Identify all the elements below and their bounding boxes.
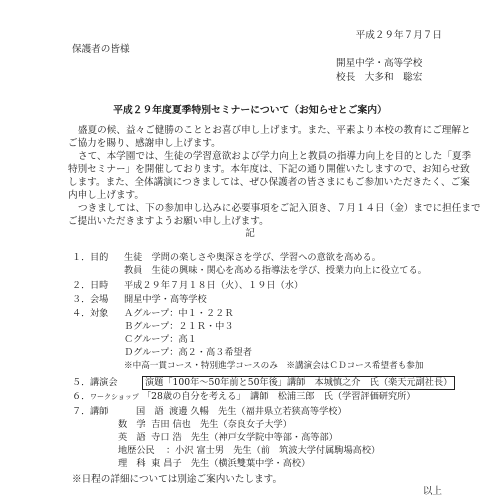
- instructor-row: [118, 458, 310, 470]
- item-label: 講演会: [90, 377, 118, 388]
- sender-principal: 校長 大多和 聡宏: [336, 72, 423, 83]
- instructor-name: ：渡邊 久暢 先生（福井県立若狭高等学校）: [160, 406, 347, 417]
- item-workshop: [72, 391, 416, 403]
- instructor-name: ：寺口 浩 先生（神戸女学院中等部・高等部）: [142, 432, 338, 443]
- lecture-title: 演題「100年〜50年前と50年後」講師 本城慎之介 氏（楽天元副社長）: [142, 376, 455, 390]
- item-number: １．: [72, 252, 91, 263]
- item-number: ４．: [72, 308, 91, 319]
- item-number: ６．: [72, 391, 91, 402]
- announcement-paragraph: [68, 150, 472, 202]
- instructor-name: ：吉田 信也 先生（奈良女子大学）: [142, 419, 292, 430]
- venue-value: 開星中学・高等学校: [124, 294, 207, 305]
- instructor-name: ：小沢 富士男 先生（前 筑波大学付属駒場高校）: [166, 445, 381, 456]
- target-group: Ｂグループ：２１Ｒ・中３: [124, 321, 234, 332]
- document-date: 平成２９年７月７日: [355, 30, 442, 41]
- instructor-subject: 地歴公民: [118, 445, 155, 456]
- target-group: Ａグループ：中１・２２Ｒ: [124, 308, 234, 319]
- item-number: ５．: [72, 377, 91, 388]
- item-number: ２．: [72, 280, 91, 291]
- workshop-title: 「28歳の自分を考える」 講師 松浦三郎 氏（学習評価研究所）: [142, 391, 416, 402]
- item-label: 日時: [90, 280, 109, 291]
- item-target: [72, 308, 234, 320]
- item-label: 講師: [90, 406, 109, 417]
- paragraph-line: つきましては、下の参加申し込みに必要事項をご記入頂き、７月１４日（金）までに担任まで: [78, 203, 481, 214]
- paragraph-line: します。また、全体講演につきましては、ぜひ保護者の皆さまにもご参加いただきたく、ご案: [68, 177, 470, 188]
- instructor-subject: 国 語: [136, 406, 164, 417]
- instructor-name: ：東 昌子 先生（横浜雙葉中学・高校）: [142, 458, 311, 469]
- ki-heading: 記: [245, 228, 255, 239]
- instructor-subject: 理 科: [118, 458, 146, 469]
- paragraph-line: ご協力を賜り、感謝申し上げます。: [68, 138, 221, 149]
- purpose-students: 生徒 学問の楽しさや奥深さを学び、学習への意欲を高める。: [124, 252, 381, 263]
- item-number: ３．: [72, 294, 91, 305]
- item-venue: [72, 294, 207, 306]
- item-label: 会場: [90, 294, 109, 305]
- item-purpose: [72, 252, 381, 264]
- target-note: ※中高一貫コース・特別進学コースのみ ※講演会はＣＤコース希望者も参加: [124, 361, 424, 371]
- greeting-paragraph: [68, 124, 471, 150]
- item-label: 目的: [90, 252, 109, 263]
- paragraph-line: 特別セミナー」を開催しております。本年度は、下記の通り開催いたしますので、お知らせ致: [68, 164, 470, 175]
- paragraph-line: 盛夏の候、益々ご健勝のこととお喜び申し上げます。また、平素より本校の教育にご理解と: [78, 125, 471, 136]
- closing-ijou: 以上: [422, 486, 442, 497]
- instructor-row: [118, 419, 292, 431]
- target-group: Ｄグループ：高２・高３希望者: [124, 347, 252, 358]
- instructor-subject: 数 学: [118, 419, 146, 430]
- recipient: 保護者の皆様: [72, 44, 130, 55]
- instructor-row: [118, 432, 338, 444]
- schedule-note: ※日程の詳細については別途ご案内いたします。: [72, 474, 283, 485]
- document-title: 平成２９年度夏季特別セミナーについて（お知らせとご案内）: [113, 105, 387, 116]
- item-number: ７．: [72, 406, 91, 417]
- dates-value: 平成２９年７月１８日（火）、１９日（水）: [124, 280, 304, 291]
- request-paragraph: [68, 202, 481, 228]
- item-instructors: [72, 406, 347, 418]
- item-label: 対象: [90, 308, 109, 319]
- item-label: ワークショップ: [90, 393, 139, 401]
- item-lecture: [72, 376, 455, 390]
- paragraph-line: ご提出いただきますようお願い申し上げます。: [68, 216, 269, 227]
- sender-school: 開星中学・高等学校: [336, 58, 423, 69]
- target-group: Ｃグループ：高１: [124, 334, 197, 345]
- instructor-subject: 英 語: [118, 432, 146, 443]
- paragraph-line: 内申し上げます。: [68, 190, 144, 201]
- purpose-teachers: 教員 生徒の興味・関心を高める指導法を学び、授業力向上に役立てる。: [124, 265, 427, 276]
- paragraph-line: さて、本学園では、生徒の学習意欲および学力向上と教員の指導力向上を目的とした「夏季: [78, 151, 472, 162]
- item-dates: [72, 280, 303, 292]
- instructor-row: [118, 445, 380, 457]
